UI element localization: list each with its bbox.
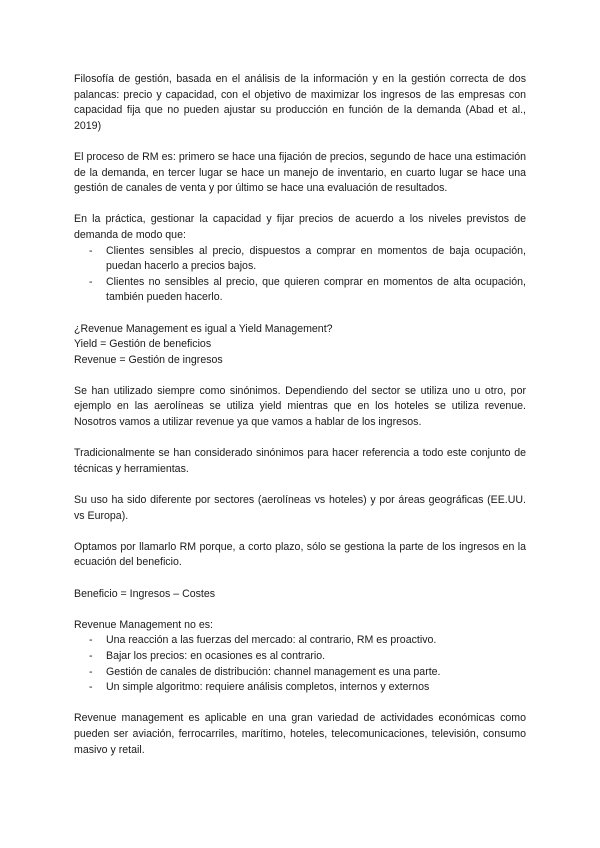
paragraph-usage: Su uso ha sido diferente por sectores (aerolíneas vs hoteles) y por áreas geográficas (EE.UU. vs Europa). bbox=[74, 494, 526, 522]
dash-bullet: - bbox=[89, 665, 93, 678]
dash-bullet: - bbox=[89, 634, 93, 647]
list-item: - Gestión de canales de distribución: channel management es una parte. bbox=[74, 665, 526, 681]
paragraph-applicability: Revenue management es aplicable en una gran variedad de actividades económicas como pueden ser aviación, ferrocarriles, marítimo, hoteles, telecomunicaciones, televisión, consumo masivo y retail. bbox=[74, 712, 526, 756]
no-es-title: Revenue Management no es: bbox=[74, 618, 213, 631]
dash-bullet: - bbox=[89, 275, 93, 288]
paragraph-practice: En la práctica, gestionar la capacidad y fijar precios de acuerdo a los niveles previstos de demanda de modo que: bbox=[74, 213, 526, 241]
paragraph-definition: Filosofía de gestión, basada en el análisis de la información y en la gestión correcta de dos palancas: precio y capacidad, con el objetivo de maximizar los ingresos de las empresas con capacidad fija que no pueden ajustar su producción en función de la demanda (Abad et al., 2019) bbox=[74, 73, 526, 132]
formula-line: Beneficio = Ingresos – Costes bbox=[74, 587, 216, 600]
list-item: - Clientes no sensibles al precio, que quieren comprar en momentos de alta ocupación, también pueden hacerlo. bbox=[89, 275, 526, 304]
revenue-definition: Revenue = Gestión de ingresos bbox=[74, 353, 223, 366]
no-es-list bbox=[74, 633, 526, 695]
yield-definition: Yield = Gestión de beneficios bbox=[74, 338, 212, 351]
practice-list bbox=[74, 244, 526, 306]
paragraph-rm-process: El proceso de RM es: primero se hace una fijación de precios, segundo de hace una estimación de la demanda, en tercer lugar se hace un manejo de inventario, en cuarto lugar se hace una gestión de canales de venta y por último se hace una evaluación de resultados. bbox=[74, 150, 526, 195]
list-item: - Bajar los precios: en ocasiones es al contrario. bbox=[74, 649, 526, 665]
paragraph-traditional: Tradicionalmente se han considerado sinónimos para hacer referencia a todo este conjunto de técnicas y herramientas. bbox=[74, 447, 526, 475]
paragraph-rm-choice: Optamos por llamarlo RM porque, a corto plazo, sólo se gestiona la parte de los ingresos en la ecuación del beneficio. bbox=[74, 540, 526, 569]
question-line: ¿Revenue Management es igual a Yield Management? bbox=[74, 322, 333, 335]
dash-bullet: - bbox=[89, 681, 93, 694]
paragraph-synonyms: Se han utilizado siempre como sinónimos. Dependiendo del sector se utiliza uno u otro, por ejemplo en las aerolíneas se utiliza yield mientras que en los hoteles se utiliza revenue. Nosotros vamos a utilizar revenue ya que vamos a hablar de los ingresos. bbox=[74, 384, 526, 429]
list-item: - Una reacción a las fuerzas del mercado: al contrario, RM es proactivo. bbox=[74, 633, 526, 649]
dash-bullet: - bbox=[89, 649, 93, 662]
list-item: - Clientes sensibles al precio, dispuestos a comprar en momentos de baja ocupación, puedan hacerlo a precios bajos. bbox=[89, 244, 526, 273]
dash-bullet: - bbox=[89, 244, 93, 257]
list-item: - Un simple algoritmo: requiere análisis completos, internos y externos bbox=[74, 680, 526, 696]
